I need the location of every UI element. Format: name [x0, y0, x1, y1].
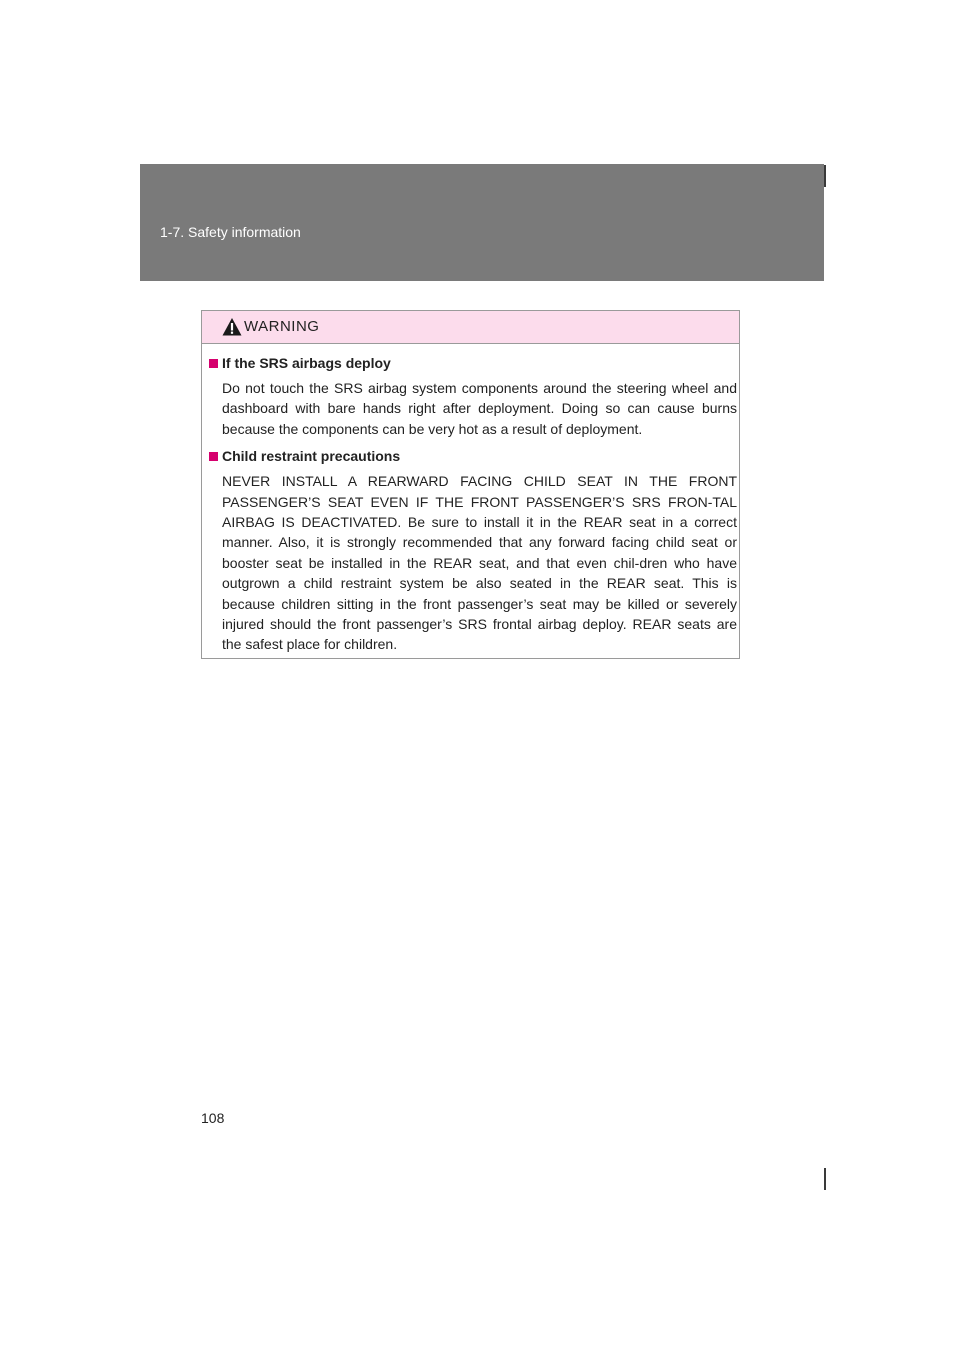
section-heading-text: If the SRS airbags deploy [222, 355, 391, 371]
bullet-square-icon [209, 452, 218, 461]
section-label: 1-7. Safety information [160, 224, 301, 240]
section-heading-text: Child restraint precautions [222, 448, 401, 465]
warning-section-airbag-deploy [202, 353, 739, 439]
warning-triangle-icon [222, 317, 242, 337]
warning-title: WARNING [244, 318, 320, 335]
warning-box [201, 310, 740, 659]
section-body: NEVER INSTALL A REARWARD FACING CHILD SEAT IN THE FRONT PASSENGER’S SEAT EVEN IF THE FRONT PASSENGER’S SRS FRON-TAL AIRBAG IS DEACTIVATED. Be sure to install it in the REAR seat in a correct manner. Also, it is strongly recommended that any forward facing child seat or booster seat be installed in the REAR seat, and that even chil-dren who have outgrown a child restraint system be also seated in the REAR seat. This is because children sitting in the front passenger’s seat may be killed or severely injured should the front passenger’s SRS frontal airbag deploy. REAR seats are the safest place for children. [222, 473, 737, 653]
section-body: Do not touch the SRS airbag system components around the steering wheel and dashboard with bare hands right after deployment. Doing so can cause burns because the components can be very hot as a result of deployment. [222, 380, 737, 437]
bullet-square-icon [209, 359, 218, 368]
warning-section-child-restraint [202, 446, 739, 655]
crop-mark-top [824, 165, 826, 187]
section-heading [209, 353, 739, 373]
warning-header [202, 311, 739, 344]
crop-mark-bottom [824, 1168, 826, 1190]
page-number: 108 [201, 1110, 225, 1126]
section-heading [209, 446, 739, 466]
section-header-band [140, 164, 824, 281]
warning-content [202, 344, 739, 655]
